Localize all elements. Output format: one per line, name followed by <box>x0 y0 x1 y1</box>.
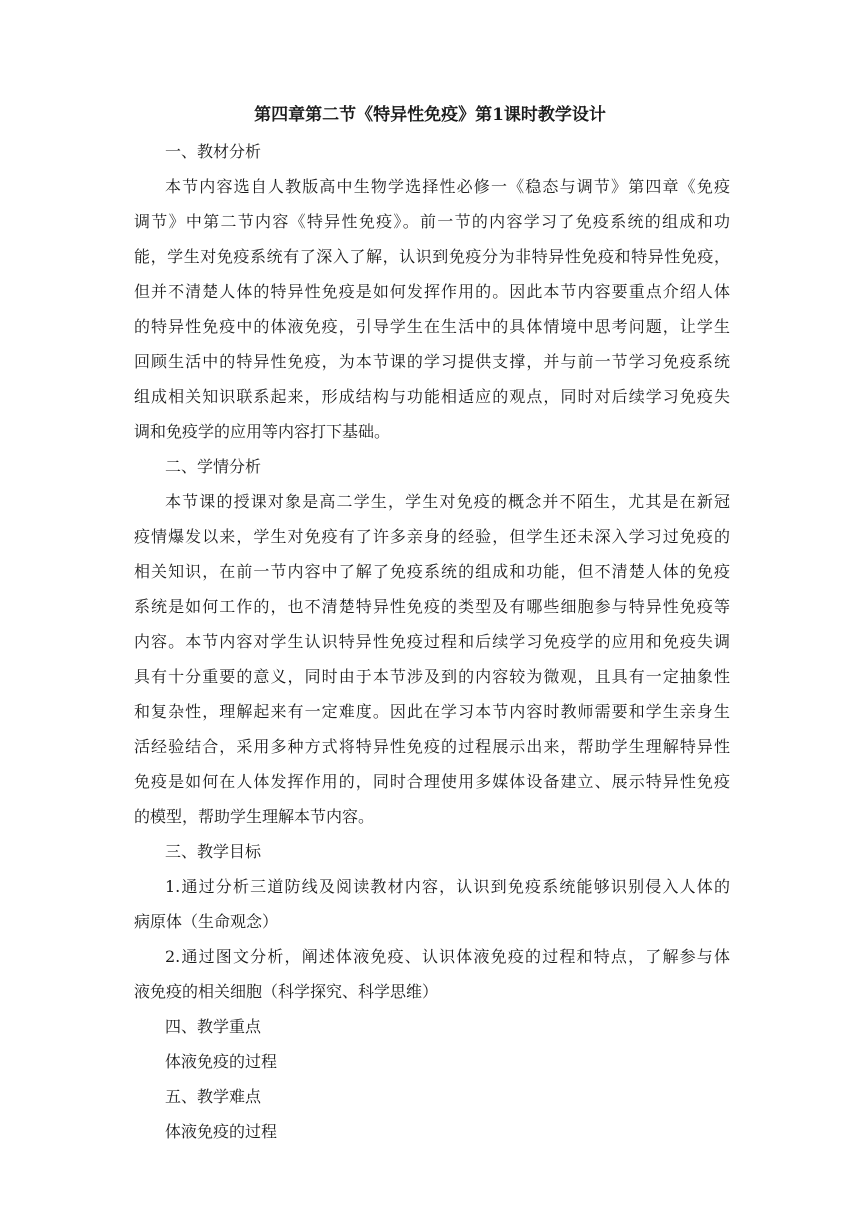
key-point-text: 体液免疫的过程 <box>165 1052 278 1071</box>
paragraph-line: 的模型，帮助学生理解本节内容。 <box>134 807 375 826</box>
paragraph-line: 本节内容选自人教版高中生物学选择性必修一《稳态与调节》第四章《免疫 <box>165 177 730 196</box>
objective-item: 1.通过分析三道防线及阅读教材内容，认识到免疫系统能够识别侵入人体的 <box>165 877 730 896</box>
document-title: 第四章第二节《特异性免疫》第1课时教学设计 <box>254 105 606 125</box>
difficulty-text: 体液免疫的过程 <box>165 1122 278 1141</box>
section-heading-teaching-difficulties: 五、教学难点 <box>165 1087 262 1106</box>
paragraph-line: 本节课的授课对象是高二学生，学生对免疫的概念并不陌生，尤其是在新冠 <box>165 492 730 511</box>
paragraph-line: 内容。本节内容对学生认识特异性免疫过程和后续学习免疫学的应用和免疫失调 <box>134 632 730 651</box>
paragraph-line: 但并不清楚人体的特异性免疫是如何发挥作用的。因此本节内容要重点介绍人体 <box>134 282 730 301</box>
paragraph-line: 能，学生对免疫系统有了深入了解，认识到免疫分为非特异性免疫和特异性免疫， <box>134 247 730 266</box>
paragraph-line: 调节》中第二节内容《特异性免疫》。前一节的内容学习了免疫系统的组成和功 <box>134 212 730 231</box>
objective-item-continued: 液免疫的相关细胞（科学探究、科学思维） <box>134 982 439 1001</box>
paragraph-line: 免疫是如何在人体发挥作用的，同时合理使用多媒体设备建立、展示特异性免疫 <box>134 772 730 791</box>
paragraph-line: 调和免疫学的应用等内容打下基础。 <box>134 422 391 441</box>
paragraph-line: 相关知识，在前一节内容中了解了免疫系统的组成和功能，但不清楚人体的免疫 <box>134 562 730 581</box>
paragraph-line: 的特异性免疫中的体液免疫，引导学生在生活中的具体情境中思考问题，让学生 <box>134 317 730 336</box>
section-heading-teaching-objectives: 三、教学目标 <box>165 842 262 861</box>
section-heading-textbook-analysis: 一、教材分析 <box>165 142 262 161</box>
paragraph-line: 疫情爆发以来，学生对免疫有了许多亲身的经验，但学生还未深入学习过免疫的 <box>134 527 730 546</box>
paragraph-line: 和复杂性，理解起来有一定难度。因此在学习本节内容时教师需要和学生亲身生 <box>134 702 730 721</box>
paragraph-line: 组成相关知识联系起来，形成结构与功能相适应的观点，同时对后续学习免疫失 <box>134 387 730 406</box>
paragraph-line: 回顾生活中的特异性免疫，为本节课的学习提供支撑，并与前一节学习免疫系统 <box>134 352 730 371</box>
paragraph-line: 具有十分重要的意义，同时由于本节涉及到的内容较为微观，且具有一定抽象性 <box>134 667 730 686</box>
paragraph-line: 活经验结合，采用多种方式将特异性免疫的过程展示出来，帮助学生理解特异性 <box>134 737 730 756</box>
objective-item-continued: 病原体（生命观念） <box>134 912 279 931</box>
paragraph-line: 系统是如何工作的，也不清楚特异性免疫的类型及有哪些细胞参与特异性免疫等 <box>134 597 730 616</box>
section-heading-teaching-key-points: 四、教学重点 <box>165 1017 262 1036</box>
section-heading-student-analysis: 二、学情分析 <box>165 457 262 476</box>
objective-item: 2.通过图文分析，阐述体液免疫、认识体液免疫的过程和特点，了解参与体 <box>165 947 730 966</box>
